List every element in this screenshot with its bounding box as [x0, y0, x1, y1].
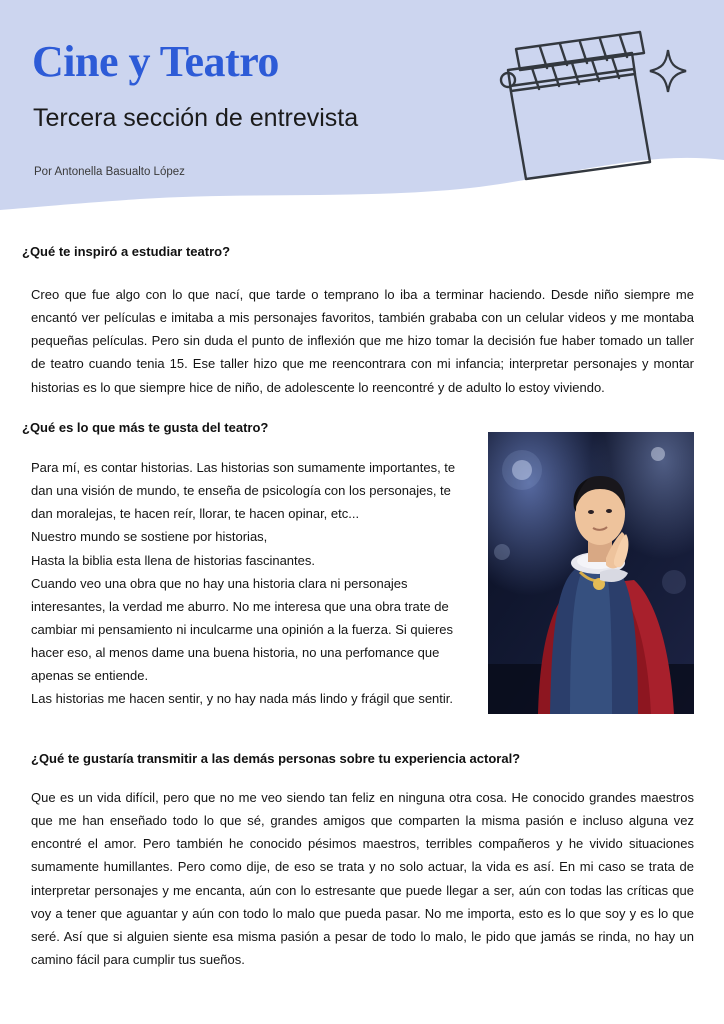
page-header — [0, 0, 724, 212]
actor-praying-photo — [488, 432, 694, 714]
answer-2-block: Cuando veo una obra que no hay una historia clara ni personajes interesantes, la verdad me aburro. No me interesa que una obra trate de cambiar mi pensamiento ni inculcarme una opinión a la fuerza. Si quieres hacer eso, al menos dame una buena historia, no una perfomance que apenas se entiende. — [31, 575, 453, 684]
page-title: Cine y Teatro — [32, 37, 279, 86]
clapperboard-icon — [486, 22, 696, 182]
answer-2-block: Para mí, es contar historias. Las historias son sumamente importantes, te dan una visión de mundo, te enseña de psicología con los personajes, te dan moralejas, te hacen reír, llorar, te hacen opinar, etc... — [31, 460, 456, 522]
answer-1: Creo que fue algo con lo que nací, que tarde o temprano lo iba a terminar haciendo. Desde niño siempre me encantó ver películas e imitaba a mis personajes favoritos, también grababa con un celular videos y me montaba pequeñas películas. Pero sin duda el punto de inflexión que me hizo tomar la decisión fue haber tomado un taller de teatro cuando tenia 15. Ese taller hizo que me reencontrara con mi infancia; interpretar personajes y montar historias es lo que siempre hice de niño, de adolescente lo reencontré y de adulto lo estoy viviendo. — [31, 287, 694, 395]
answer-2-block: Las historias me hacen sentir, y no hay nada más lindo y frágil que sentir. — [31, 691, 454, 707]
page-subtitle: Tercera sección de entrevista — [33, 104, 359, 132]
byline: Por Antonella Basualto López — [34, 166, 185, 178]
answer-2-block: Nuestro mundo se sostiene por historias, — [31, 529, 268, 545]
answer-2 — [31, 456, 461, 710]
answer-2-block: Hasta la biblia esta llena de historias fascinantes. — [31, 552, 315, 568]
question-3: ¿Qué te gustaría transmitir a las demás personas sobre tu experiencia actoral? — [31, 751, 521, 766]
answer-3: Que es un vida difícil, pero que no me veo siendo tan feliz en ninguna otra cosa. He conocido grandes maestros que me han enseñado todo lo que sé, grandes amigos que comparten la misma pasión e incluso alguna vez encontré el amor. Pero también he conocido pésimos maestros, terribles compañeros y he vivido situaciones sumamente humillantes. Pero como dije, de eso se trata y no solo actuar, la vida es así. En mi caso se trata de interpretar personajes y me encanta, aún con lo estresante que puede llegar a ser, aún con todas las críticas que voy a tener que aguantar y aún con todo lo malo que pueda pasar. No me importa, esto es lo que soy y es lo que seré. Así que si alguien siente esa misma pasión a pesar de todo lo malo, le pido que jamás se rinda, no hay un camino fácil para cumplir tus sueños. — [31, 790, 694, 967]
question-1: ¿Qué te inspiró a estudiar teatro? — [22, 244, 231, 259]
question-2: ¿Qué es lo que más te gusta del teatro? — [22, 420, 269, 435]
